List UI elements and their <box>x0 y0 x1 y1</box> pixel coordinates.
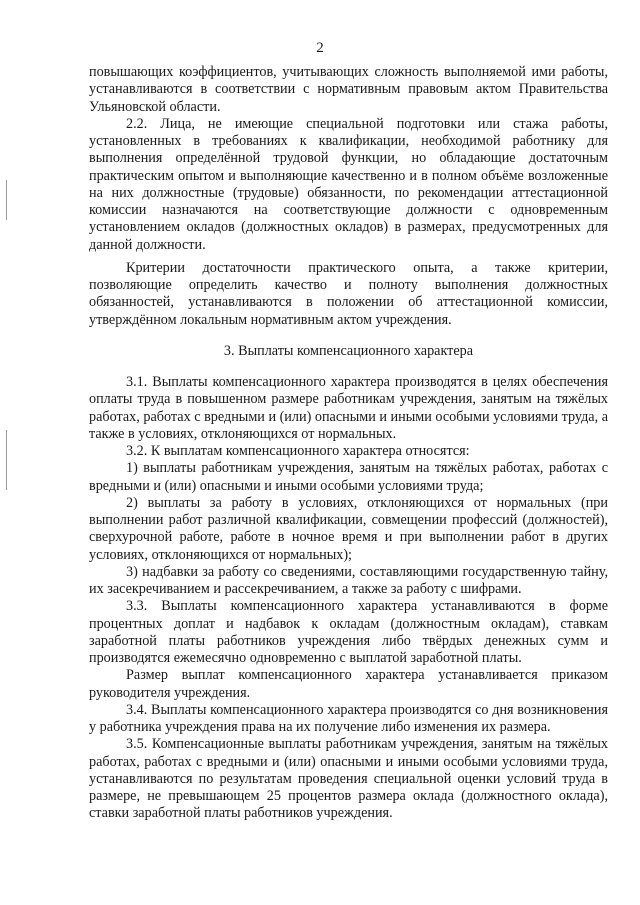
paragraph-continuation: повышающих коэффициентов, учитывающих сложность выполняемой ими работы, устанавливаются в соответствии с нормативным правовым актом Правительства Ульяновской области. <box>89 64 608 115</box>
paragraph-size: Размер выплат компенсационного характера устанавливается приказом руководителя учреждения. <box>89 667 608 701</box>
paragraph-3-4: 3.4. Выплаты компенсационного характера производятся со дня возникновения у работника учреждения права на их получение либо изменения их размера. <box>89 701 608 735</box>
section-heading-3: 3. Выплаты компенсационного характера <box>223 342 474 359</box>
paragraph-2-2: 2.2. Лица, не имеющие специальной подготовки или стажа работы, установленных в требованиях к квалификации, необходимой работнику для выполнения определённой трудовой функции, но обладающие достаточным практическим опытом и выполняющие качественно и в полном объёме возложенные на них должностные (трудовые) обязанности, по рекомендации аттестационной комиссии назначаются на соответствующие должности с одновременным установлением окладов (должностных окладов) в размерах, предусмотренных для данной должности. <box>89 115 608 253</box>
scan-artifact <box>6 430 7 490</box>
paragraph-3-5: 3.5. Компенсационные выплаты работникам учреждения, занятым на тяжёлых работах, работах с вредными и (или) опасными и иными особыми условиями труда, устанавливаются по результатам проведения специальной оценки условий труда в размере, не превышающем 25 процентов размера оклада (должностного оклада), ставки заработной платы работников учреждения. <box>89 736 608 822</box>
list-item-3: 3) надбавки за работу со сведениями, составляющими государственную тайну, их засекречиванием и рассекречиванием, а также за работу с шифрами. <box>89 563 608 597</box>
paragraph-3-3: 3.3. Выплаты компенсационного характера устанавливаются в форме процентных доплат и надбавок к окладам (должностным окладам), ставкам заработной платы работников учреждения либо твёрдых денежных сумм и производятся ежемесячно одновременно с выплатой заработной платы. <box>89 598 608 666</box>
paragraph-3-1: 3.1. Выплаты компенсационного характера производятся в целях обеспечения оплаты труда в повышенном размере работникам учреждения, занятым на тяжёлых работах, работах с вредными и (или) опасными и иными особыми условиями труда, а также в условиях, отклоняющихся от нормальных. <box>89 374 608 442</box>
paragraph-3-2: 3.2. К выплатам компенсационного характера относятся: <box>126 443 470 459</box>
paragraph-criteria: Критерии достаточности практического опыта, а также критерии, позволяющие определить качество и полноту выполнения должностных обязанностей, устанавливаются в положении об аттестационной комиссии, утверждённом локальным нормативным актом учреждения. <box>89 259 608 328</box>
list-item-2: 2) выплаты за работу в условиях, отклоняющихся от нормальных (при выполнении работ различной квалификации, совмещении профессий (должностей), сверхурочной работе, работе в ночное время и при выполнении работ в других условиях, отклоняющихся от нормальных); <box>89 494 608 563</box>
scan-artifact <box>6 180 7 220</box>
document-body <box>89 64 608 823</box>
page-number: 2 <box>316 40 324 56</box>
list-item-1: 1) выплаты работникам учреждения, занятым на тяжёлых работах, работах с вредными и (или) опасными и иными особыми условиями труда; <box>89 460 608 494</box>
